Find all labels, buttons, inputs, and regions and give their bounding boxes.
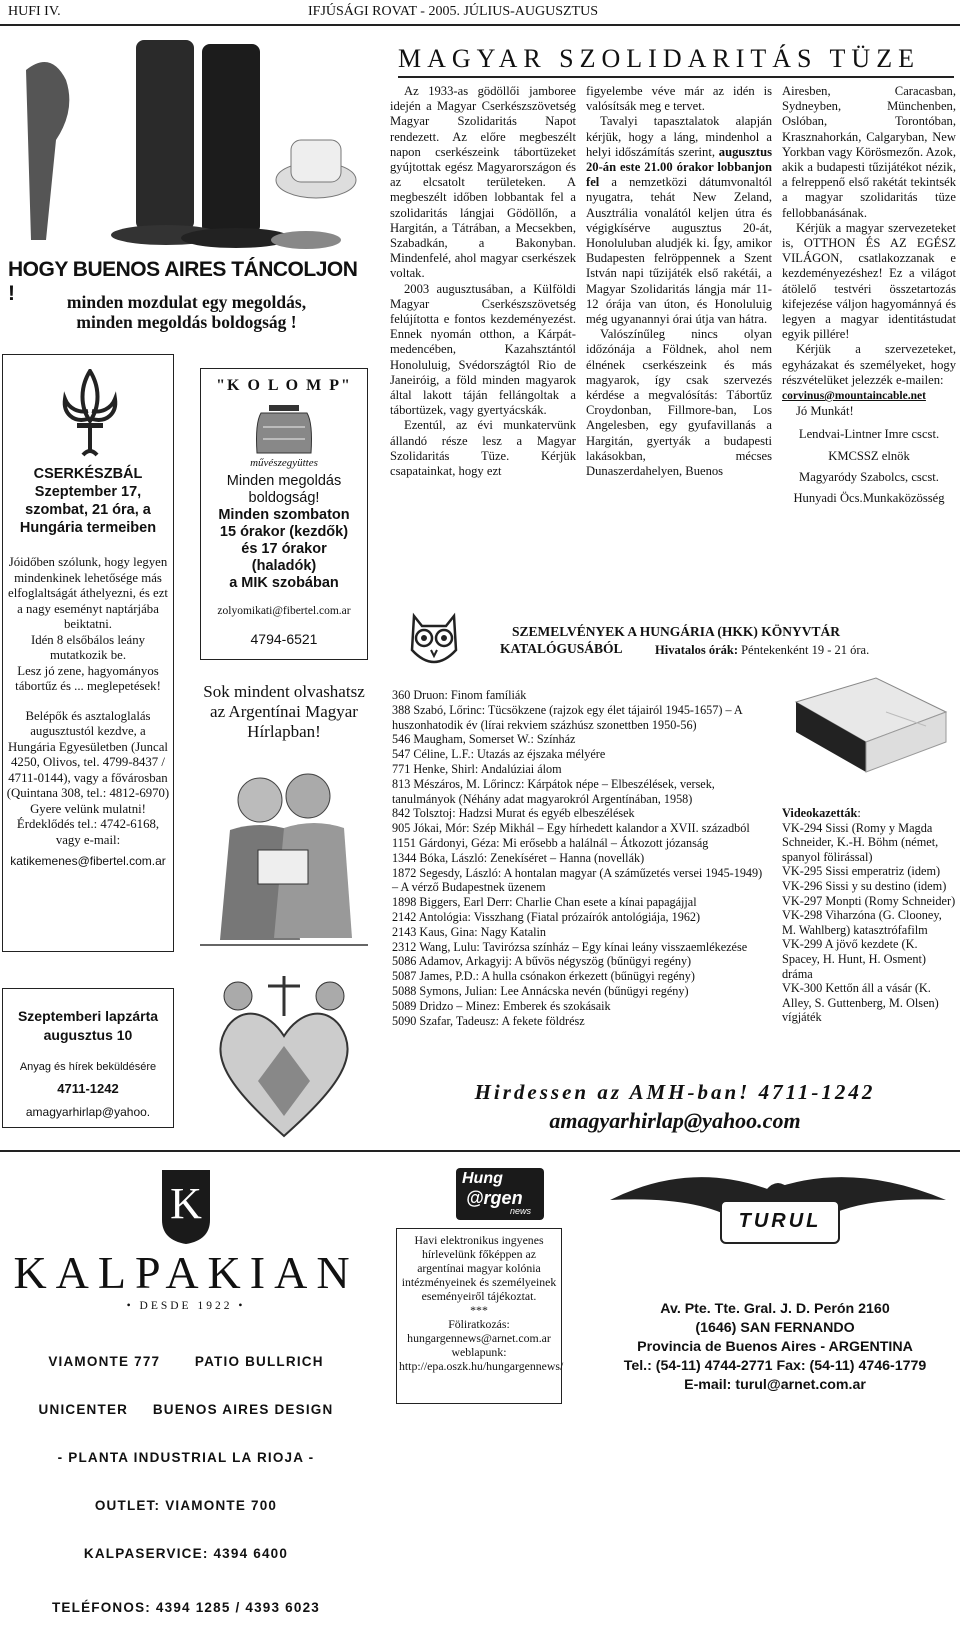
kalpakian-l2: UNICENTER BUENOS AIRES DESIGN xyxy=(38,1402,334,1417)
library-hours-label: Hivatalos órák: xyxy=(655,643,738,657)
deadline-title2: augusztus 10 xyxy=(43,1027,133,1043)
deadline-phone: 4711-1242 xyxy=(57,1081,119,1096)
scout-ball-heading xyxy=(3,465,173,537)
turul-logo-box xyxy=(720,1200,840,1244)
hungargen-email[interactable]: hungargennews@arnet.com.ar xyxy=(407,1331,551,1345)
book-item: 771 Henke, Shirl: Andalúziai álom xyxy=(392,761,562,776)
library-hours xyxy=(655,643,869,658)
kalpakian-l4: OUTLET: VIAMONTE 700 xyxy=(94,1498,278,1513)
book-item: 842 Tolsztoj: Hadzsi Murat és egyéb elbeszélések xyxy=(392,806,635,821)
book-item: 5086 Adamov, Arkagyij: A bűvös négyszög (bűnügyi regény) xyxy=(392,954,692,969)
article-col2-p2-post: a nemzetközi dátumvonaltól nyugatra, tehát New Zeland, Ausztrália vonalától keljen útra és végigkísérve augusztus 20-át, Honoluluban aludjék ki. Így, amikor Budapesten felröppennek a Szent István napi tűzijáték első rakétái, a Magyar Szolidaritás lángja már 11-12 órája van úton, és Honoluluig még ugyanannyi órai útja van hátra. xyxy=(586,175,772,327)
video-list xyxy=(782,806,956,1025)
book-item: 1344 Bóka, László: Zenekíséret – Hanna (novellák) xyxy=(392,850,645,865)
tango-ad-line2: minden megoldás boldogság ! xyxy=(76,312,297,332)
article-col3-p2: Kérjük a magyar szervezeteket is, OTTHON ÉS AZ EGÉSZ VILÁGON, csatlakozzanak e kezdeményezéshez! Ez a világot átölelő testvéri összetartozás kifejezése váljon hagyománnyá és legyen a magyar identitástudat egyik pillére! xyxy=(782,220,956,342)
kalpakian-l3: - PLANTA INDUSTRIAL LA RIOJA - xyxy=(57,1450,315,1465)
kalpakian-name: KALPAKIAN xyxy=(13,1247,359,1298)
turul-l2: (1646) SAN FERNANDO xyxy=(695,1320,855,1336)
kolomp-email[interactable]: zolyomikati@fibertel.com.ar xyxy=(217,605,351,617)
video-item: VK-295 Sissi emperatriz (idem) xyxy=(782,864,941,879)
kalpakian-l6: TELÉFONOS: 4394 1285 / 4393 6023 xyxy=(51,1600,321,1615)
book-item: 5089 Dridzo – Minez: Emberek és szokásaik xyxy=(392,998,611,1013)
boots-illustration xyxy=(6,30,366,262)
kalpakian-since: • DESDE 1922 • xyxy=(126,1300,246,1312)
article-col2-p2-bold: augusztus 20-án este 21.00 órakor lobbanjon fel xyxy=(586,144,772,190)
children-illustration xyxy=(200,760,368,960)
article-email-link[interactable]: corvinus@mountaincable.net xyxy=(782,390,926,403)
kalpakian-logo-icon xyxy=(156,1166,216,1246)
owl-icon xyxy=(404,610,464,674)
article-sign3: Magyaródy Szabolcs, cscst. xyxy=(799,469,939,484)
article-col3-p3: Kérjük a szervezeteket, egyházakat és személyeket, hogy részvételüket jelezzék e-mailen: xyxy=(782,342,956,387)
book-list xyxy=(392,688,768,1028)
article-col2-p3: Valószínűleg nincs olyan időzónája a Földnek, ahol nem élnének cserkészeink és más magyarok, így csak szervezés kérdése a megvalósítás: Tábortűz Croydonban, Fillmore-ban, Los Angelesben, egy gyufavillanás a Hargitán, gyertyák a budapesti lakásokban, mécses Dunaszerdahelyen, Buenos xyxy=(586,327,772,479)
kolomp-name: "K O L O M P" xyxy=(216,377,352,394)
scout-ball-p4: Belépők és asztaloglalás augusztustól kezdve, a Hungária Egyesületben (Juncal 4250, Olivos, tel. 4799-8437 / 4711-0144), vagy a fővárosban (Quintana 308, tel.: 4812-6970) xyxy=(6,708,170,800)
article-sign1: Lendvai-Lintner Imre cscst. xyxy=(798,427,940,442)
book-item: 1872 Segesdy, László: A hontalan magyar (A száműzetés versei 1945-1949) – A vérző Budapestnek üzenem xyxy=(392,865,763,895)
hungargen-logo-sub: news xyxy=(510,1206,532,1216)
hungargen-logo-mid: @rgen xyxy=(466,1188,523,1208)
scout-ball-title: CSERKÉSZBÁL xyxy=(33,466,143,482)
video-item: VK-299 A jövő kezdete (K. Spacey, H. Hunt, H. Osment) dráma xyxy=(782,937,927,981)
tango-ad-slogan xyxy=(14,292,359,332)
deadline-sub: Anyag és hírek beküldésére xyxy=(19,1061,157,1073)
book-item: 5088 Symons, Julian: Lee Annácska nevén (bűnügyi regény) xyxy=(392,983,689,998)
kolomp-l7: a MIK szobában xyxy=(229,575,339,591)
article-col1-p2: 2003 augusztusában, a Külföldi Magyar Cserkészszövetség felújította e fontos kezdeményezést. Ennek nyomán otthon, a Kárpát-medencében, Kazahsztántól Honoluluig, Svédországtól Rio de Janeiróig, a föld minden magyarok által lakott táján fellángoltak a tábortüzek, vagy gyertyácskák. xyxy=(390,281,576,418)
header-rule xyxy=(0,24,960,26)
hungargen-box xyxy=(396,1228,562,1404)
book-item: 360 Druon: Finom famíliák xyxy=(392,688,527,702)
article-col2-p2 xyxy=(586,114,772,327)
article-col2 xyxy=(586,84,772,479)
kolomp-l4: 15 órakor (kezdők) xyxy=(219,524,349,540)
children-reading-photo xyxy=(200,760,368,960)
fleur-de-lis-icon xyxy=(55,369,125,459)
section-date: IFJÚSÁGI ROVAT - 2005. JÚLIUS-AUGUSZTUS xyxy=(308,4,599,19)
kolomp-box xyxy=(200,368,368,660)
kolomp-phone: 4794-6521 xyxy=(250,631,318,647)
deadline-title1: Szeptemberi lapzárta xyxy=(17,1008,159,1024)
book-item: 2312 Wang, Lulu: Tavirózsa színház – Egy kínai leány visszaemlékezése xyxy=(392,939,748,954)
book-item: 5090 Szafar, Tadeusz: A fekete földrész xyxy=(392,1013,585,1028)
page-header xyxy=(8,4,952,22)
article-col2-p2-pre: Tavalyi tapasztalatok alapján kérjük, hogy a láng, mindenhol a helyi időszámítás szerint, xyxy=(586,114,772,159)
turul-logo-text: TURUL xyxy=(738,1210,822,1232)
library-subtitle: KATALÓGUSÁBÓL xyxy=(500,641,623,656)
video-title-label: Videokazetták xyxy=(782,806,858,820)
scout-ball-p2: Idén 8 elsőbálos leány mutatkozik be. xyxy=(30,632,146,662)
kolomp-l6: (haladók) xyxy=(251,558,317,574)
kolomp-l2: boldogság! xyxy=(248,490,320,506)
kalpakian-addresses xyxy=(6,1322,366,1648)
article-col1-p3: Ezentúl, az évi munkatervünk állandó része lesz a Magyar Szolidaritás Tüze. Kérjük csapatainkat, hogy ezt xyxy=(390,418,576,479)
kalpakian-l1: VIAMONTE 777 PATIO BULLRICH xyxy=(48,1354,324,1369)
hungargen-logo-top: Hung xyxy=(462,1170,503,1187)
article-col3-p1: Airesben, Caracasban, Sydneyben, Münchenben, Oslóban, Torontóban, Krasznahorkán, Calgaryban, New Yorkban vagy Körösmezőn. Azok, akik a budapesti tűzijátékot nézik, a felreppenő első rakétát tekintsék a magyar szolidaritás tüze fellobbanásának. xyxy=(782,84,956,220)
scout-ball-p6: Érdeklődés tel.: 4742-6168, vagy e-mail: xyxy=(16,817,160,847)
turul-l3: Provincia de Buenos Aires - ARGENTINA xyxy=(637,1339,913,1355)
advertise-line1: Hirdessen az AMH-ban! 4711-1242 xyxy=(474,1080,876,1104)
book-photo xyxy=(786,672,956,794)
kolomp-l3: Minden szombaton xyxy=(218,507,350,523)
deadline-email[interactable]: amagyarhirlap@yahoo. xyxy=(25,1105,151,1119)
book-item: 1898 Biggers, Earl Derr: Charlie Chan esete a kínai papagájjal xyxy=(392,895,697,910)
scout-ball-p3: Lesz jó zene, hagyományos tábortűz és ... meglepetések! xyxy=(15,663,161,693)
video-item: VK-297 Monpti (Romy Schneider) xyxy=(782,893,956,908)
embroidery-pattern xyxy=(198,966,370,1144)
book-item: 2142 Antológia: Visszhang (Fiatal prózaírók antológiája, 1962) xyxy=(392,909,701,924)
turul-logo-area xyxy=(600,1160,956,1300)
deadline-title xyxy=(3,1007,173,1045)
hungargen-body xyxy=(399,1233,564,1373)
hungargen-sub-label: Föliratkozás: xyxy=(448,1317,510,1331)
turul-l4: Tel.: (54-11) 4744-2771 Fax: (54-11) 4746-1779 xyxy=(623,1358,927,1374)
book-item: 905 Jókai, Mór: Szép Mikhál – Egy hírhedett kalandor a XVII. századból xyxy=(392,821,750,836)
book-item: 1151 Gárdonyi, Géza: Mi erősebb a halálnál – Átkozott józanság xyxy=(392,835,709,850)
video-items xyxy=(782,821,956,1025)
advertise-email[interactable]: amagyarhirlap@yahoo.com xyxy=(549,1108,801,1133)
article-sign4: Hunyadi Öcs.Munkaközösség xyxy=(793,491,945,506)
kalpakian-l5: KALPASERVICE: 4394 6400 xyxy=(83,1546,289,1561)
scout-ball-body xyxy=(5,555,171,870)
kalpakian-logo-letter: K xyxy=(170,1179,202,1228)
article-title: MAGYAR SZOLIDARITÁS TÜZE xyxy=(398,44,920,73)
turul-l1: Av. Pte. Tte. Gral. J. D. Perón 2160 xyxy=(660,1301,890,1317)
article-col2-p1: figyelembe véve már az idén is valósítsák meg e tervet. xyxy=(586,84,772,114)
boots-photo xyxy=(6,30,366,262)
bell-icon xyxy=(249,399,319,459)
kalpakian-ad xyxy=(6,1160,366,1615)
library-hours-value: Péntekenként 19 - 21 óra. xyxy=(741,643,870,657)
kolomp-schedule xyxy=(201,473,367,592)
scout-ball-date: Szeptember 17, xyxy=(34,484,142,500)
scout-ball-venue: Hungária termeiben xyxy=(19,520,157,536)
article-col1 xyxy=(390,84,576,479)
bottom-divider xyxy=(0,1150,960,1152)
scout-ball-time: szombat, 21 óra, a xyxy=(25,502,151,518)
scout-ball-box xyxy=(2,354,174,952)
scout-ball-p5: Gyere velünk mulatni! xyxy=(30,801,146,816)
hungargen-text: Havi elektronikus ingyenes hírlevelünk főképpen az argentínai magyar kolónia intézményeinek és személyeinek eseményeiről tájékoztat. xyxy=(401,1233,557,1303)
turul-address xyxy=(590,1300,960,1395)
article-sign2: KMCSSZ elnök xyxy=(828,448,910,463)
article-col3 xyxy=(782,84,956,506)
hungargen-logo xyxy=(456,1168,544,1220)
kolomp-subtitle: művészegyüttes xyxy=(250,457,318,469)
book-item: 547 Céline, L.F.: Utazás az éjszaka mélyére xyxy=(392,747,606,762)
video-item: VK-294 Sissi (Romy y Magda Schneider, K.-H. Böhm (német, spanyol fölirással) xyxy=(782,820,939,864)
book-item: 546 Maugham, Somerset W.: Színház xyxy=(392,732,576,747)
page-number: HUFI IV. xyxy=(8,4,61,19)
video-item: VK-296 Sissi y su destino (idem) xyxy=(782,878,947,893)
tango-ad-line1: minden mozdulat egy megoldás, xyxy=(66,292,307,312)
scout-ball-p1: Jóidőben szólunk, hogy legyen mindenkinek lehetősége más elfoglaltságát áthelyezni, és ezt a nagy eseményt naptárjába beiktatni. xyxy=(8,555,168,631)
video-list-title: Videokazetták: xyxy=(782,806,861,820)
book-illustration xyxy=(786,672,956,794)
article-col1-p1: Az 1933-as gödöllői jamboree idején a Magyar Cserkészszövetség Magyar Szolidaritás Napot rendezett. Az előre megbeszélt napon cserkészeink tábortüzeket gyújtottak egész Magyarországon és az elcsatolt területeken. A megbeszélt időben lobbantak fel a szolidaritás lángjai Gödöllőn, a Hargitán, a Tátrában, a Mecsekben, Szabadkán, a Bakonyban. Mindenfelé, ahol magyar cserkészek voltak. xyxy=(390,84,576,281)
kolomp-l5: és 17 órakor xyxy=(241,541,327,557)
tango-ad-title: HOGY BUENOS AIRES TÁNCOLJON ! xyxy=(8,258,358,305)
book-item: 2143 Kaus, Gina: Nagy Katalin xyxy=(392,924,547,939)
deadline-box xyxy=(2,988,174,1128)
hungargen-web[interactable]: weblapunk: http://epa.oszk.hu/hungargennews/ xyxy=(399,1345,564,1373)
article-sign0: Jó Munkát! xyxy=(796,404,854,419)
video-item: VK-300 Kettőn áll a vásár (K. Alley, S. Guttenberg, M. Olsen) vígjáték xyxy=(782,981,939,1025)
book-item: 5087 James, P.D.: A hulla csónakon érkezett (bűnügyi regény) xyxy=(392,969,695,984)
promo-text: Sok mindent olvashatsz az Argentínai Magyar Hírlapban! xyxy=(203,682,365,741)
book-item: 813 Mészáros, M. Lőrincz: Kárpátok népe – Elbeszélések, versek, tanulmányok (Néhány adat magyarokról Argentínában, 1958) xyxy=(392,776,715,806)
video-item: VK-298 Viharzóna (G. Clooney, M. Wahlberg) katasztrófafilm xyxy=(782,908,942,937)
hungargen-stars: *** xyxy=(470,1303,488,1317)
title-rule xyxy=(398,76,954,78)
library-title: SZEMELVÉNYEK A HUNGÁRIA (HKK) KÖNYVTÁR xyxy=(512,624,841,639)
embroidery-illustration xyxy=(198,966,370,1144)
kolomp-l1: Minden megoldás xyxy=(226,473,342,489)
turul-l5[interactable]: E-mail: turul@arnet.com.ar xyxy=(684,1377,866,1393)
book-item: 388 Szabó, Lőrinc: Tücsökzene (rajzok egy élet tájairól 1945-1657) – A huszonhatodik év (lírai rekviem százhúsz szonettben 1950-56) xyxy=(392,702,743,732)
scout-ball-email[interactable]: katikemenes@fibertel.com.ar xyxy=(10,854,166,868)
